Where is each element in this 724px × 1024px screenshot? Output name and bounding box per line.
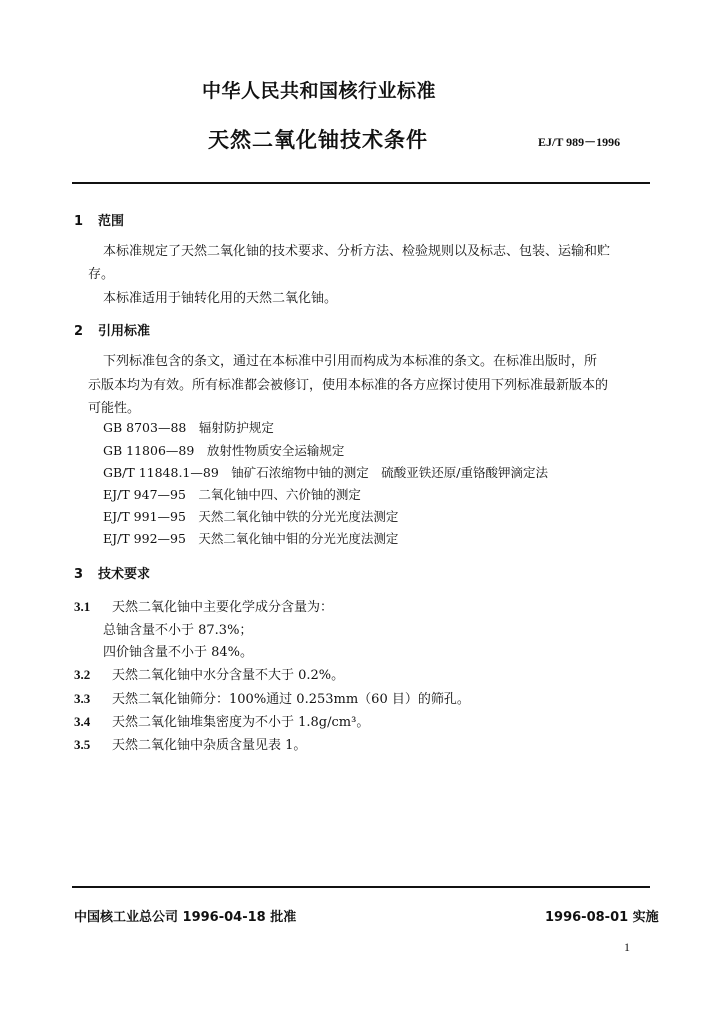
- clause-3-3: [74, 688, 470, 707]
- clause-text: 天然二氧化铀筛分：100%通过 0.253mm（60 目）的筛孔。: [112, 692, 470, 707]
- clause-number: 3.2: [74, 667, 91, 682]
- paragraph-line: 本标准适用于铀转化用的天然二氧化铀。: [103, 291, 338, 306]
- reference-item: GB 11806—89 放射性物质安全运输规定: [103, 443, 345, 458]
- paragraph-line: 存。: [88, 267, 115, 282]
- page-number: 1: [624, 940, 630, 954]
- document-title: 天然二氧化铀技术条件: [208, 128, 428, 152]
- reference-item: GB 8703—88 辐射防护规定: [103, 420, 274, 435]
- clause-text: 天然二氧化铀中主要化学成分含量为：: [112, 600, 334, 615]
- clause-3-5: [74, 734, 306, 753]
- clause-number: 3.5: [74, 737, 91, 752]
- paragraph-line: 本标准规定了天然二氧化铀的技术要求、分析方法、检验规则以及标志、包装、运输和贮: [103, 244, 611, 259]
- standard-code: EJ/T 989－1996: [538, 135, 621, 149]
- paragraph-line: 示版本均为有效。所有标准都会被修订，使用本标准的各方应探讨使用下列标准最新版本的: [88, 378, 609, 393]
- clause-number: 3.3: [74, 691, 91, 706]
- reference-item: GB/T 11848.1—89 铀矿石浓缩物中铀的测定 硫酸亚铁还原/重铬酸钾滴定法: [103, 465, 549, 480]
- section-1-heading: [74, 210, 124, 229]
- paragraph-line: 下列标准包含的条文，通过在本标准中引用而构成为本标准的条文。在标准出版时，所: [103, 354, 598, 369]
- clause-text: 天然二氧化铀中水分含量不大于 0.2%。: [112, 668, 345, 683]
- section-number: 2: [74, 324, 84, 339]
- footer-divider: [72, 886, 650, 888]
- header-divider: [72, 182, 650, 184]
- implementation-date: 1996-08-01 实施: [545, 910, 659, 925]
- reference-item: EJ/T 991—95 天然二氧化铀中铁的分光光度法测定: [103, 509, 399, 524]
- paragraph-line: 可能性。: [88, 401, 141, 416]
- clause-3-2: [74, 664, 344, 683]
- section-title: 范围: [98, 214, 125, 229]
- standard-category-heading: 中华人民共和国核行业标准: [202, 80, 437, 102]
- clause-text: 天然二氧化铀中杂质含量见表 1。: [112, 738, 307, 753]
- clause-3-1: [74, 596, 333, 615]
- clause-3-4: [74, 711, 369, 730]
- section-title: 引用标准: [98, 324, 151, 339]
- section-number: 1: [74, 214, 84, 229]
- clause-number: 3.4: [74, 714, 91, 729]
- section-number: 3: [74, 567, 84, 582]
- approval-line: 中国核工业总公司 1996-04-18 批准: [74, 910, 297, 925]
- section-2-heading: [74, 320, 150, 339]
- section-3-heading: [74, 563, 150, 582]
- reference-item: EJ/T 947—95 二氧化铀中四、六价铀的测定: [103, 487, 361, 502]
- section-title: 技术要求: [98, 567, 151, 582]
- reference-item: EJ/T 992—95 天然二氧化铀中钼的分光光度法测定: [103, 531, 399, 546]
- clause-number: 3.1: [74, 599, 91, 614]
- clause-text: 天然二氧化铀堆集密度为不小于 1.8g/cm³。: [112, 715, 370, 730]
- clause-subitem: 四价铀含量不小于 84%。: [103, 645, 254, 660]
- clause-subitem: 总铀含量不小于 87.3%；: [103, 623, 253, 638]
